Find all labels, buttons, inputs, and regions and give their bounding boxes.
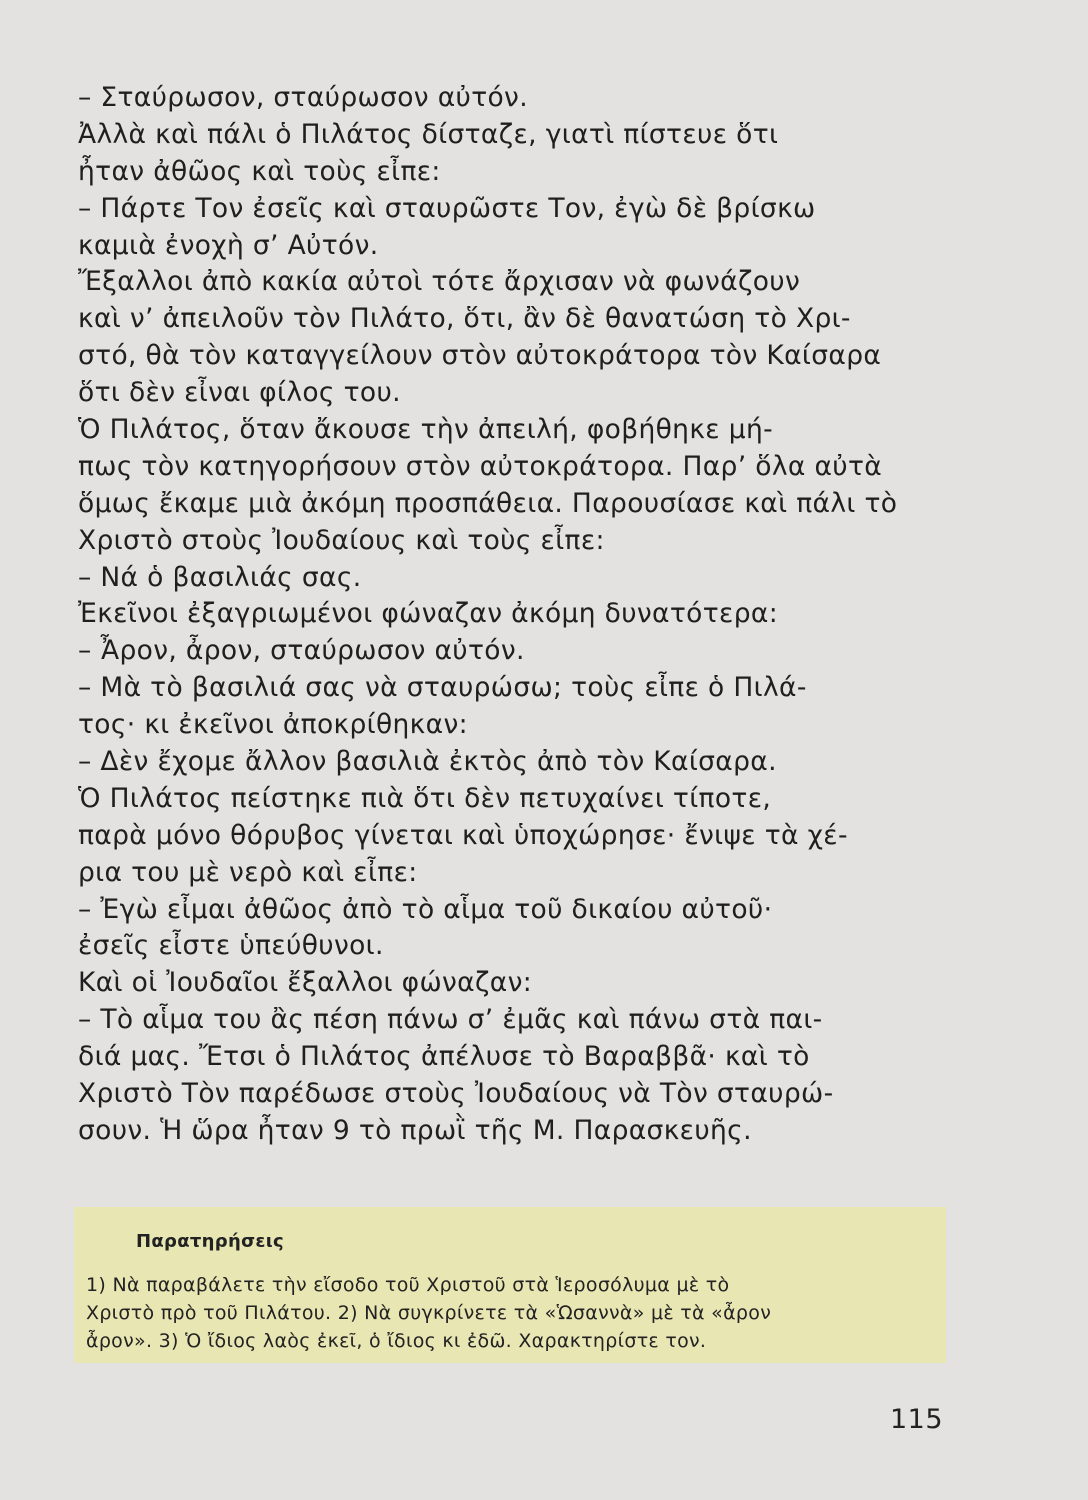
text-line: ὅμως ἔκαμε μιὰ ἀκόμη προσπάθεια. Παρουσίασε καὶ πάλι τὸ [78, 487, 898, 519]
text-line: τος· κι ἐκεῖνοι ἀποκρίθηκαν: [78, 709, 468, 741]
text-line: – Δὲν ἔχομε ἄλλον βασιλιὰ ἐκτὸς ἀπὸ τὸν Καίσαρα. [78, 746, 777, 778]
text-line: καὶ ν’ ἀπειλοῦν τὸν Πιλάτο, ὅτι, ἂν δὲ θανατώση τὸ Χρι- [78, 303, 851, 335]
text-line: Καὶ οἱ Ἰουδαῖοι ἔξαλλοι φώναζαν: [78, 967, 533, 999]
text-line: καμιὰ ἐνοχὴ σ’ Αὐτόν. [78, 229, 379, 261]
text-line: – Ἆρον, ἆρον, σταύρωσον αὐτόν. [78, 635, 525, 667]
notes-title: Παρατηρήσεις [136, 1231, 285, 1252]
text-line: ρια του μὲ νερὸ καὶ εἶπε: [78, 856, 418, 888]
note-line: ἆρον». 3) Ὁ ἴδιος λαὸς ἐκεῖ, ὁ ἴδιος κι ἐδῶ. Χαρακτηρίστε τον. [86, 1330, 707, 1352]
text-line: – Τὸ αἷμα του ἂς πέση πάνω σ’ ἐμᾶς καὶ πάνω στὰ παι- [78, 1004, 823, 1036]
text-line: Ἐκεῖνοι ἐξαγριωμένοι φώναζαν ἀκόμη δυνατότερα: [78, 598, 778, 630]
text-line: Χριστὸ στοὺς Ἰουδαίους καὶ τοὺς εἶπε: [78, 524, 605, 556]
text-line: – Σταύρωσον, σταύρωσον αὐτόν. [78, 82, 528, 113]
notes-text [86, 1271, 946, 1355]
note-line: 1) Νὰ παραβάλετε τὴν εἴσοδο τοῦ Χριστοῦ στὰ Ἱεροσόλυμα μὲ τὸ [86, 1274, 730, 1296]
text-line: πως τὸν κατηγορήσουν στὸν αὐτοκράτορα. Παρ’ ὅλα αὐτὰ [78, 450, 883, 482]
text-line: στό, θὰ τὸν καταγγείλουν στὸν αὐτοκράτορα τὸν Καίσαρα [78, 340, 882, 372]
text-line: – Πάρτε Τον ἐσεῖς καὶ σταυρῶστε Τον, ἐγὼ δὲ βρίσκω [78, 192, 816, 224]
text-line: Ἔξαλλοι ἀπὸ κακία αὐτοὶ τότε ἄρχισαν νὰ φωνάζουν [78, 266, 801, 298]
text-line: Ὁ Πιλάτος πείστηκε πιὰ ὅτι δὲν πετυχαίνει τίποτε, [78, 782, 772, 814]
text-line: – Μὰ τὸ βασιλιά σας νὰ σταυρώσω; τοὺς εἶπε ὁ Πιλά- [78, 672, 807, 704]
text-line: ὅτι δὲν εἶναι φίλος του. [78, 377, 401, 409]
text-line: ἐσεῖς εἶστε ὑπεύθυνοι. [78, 930, 384, 962]
note-line: Χριστὸ πρὸ τοῦ Πιλάτου. 2) Νὰ συγκρίνετε τὰ «Ὡσαννὰ» μὲ τὰ «ἆρον [86, 1302, 772, 1324]
notes-box [74, 1207, 946, 1363]
text-line: σουν. Ἡ ὥρα ἦταν 9 τὸ πρωῒ τῆς Μ. Παρασκευῆς. [78, 1114, 752, 1146]
text-line: διά μας. Ἔτσι ὁ Πιλάτος ἀπέλυσε τὸ Βαραββᾶ· καὶ τὸ [78, 1041, 810, 1073]
text-line: Ὁ Πιλάτος, ὅταν ἄκουσε τὴν ἀπειλή, φοβήθηκε μή- [78, 414, 774, 446]
text-line: ἦταν ἀθῶος καὶ τοὺς εἶπε: [78, 155, 441, 187]
text-line: – Νά ὁ βασιλιάς σας. [78, 561, 362, 593]
text-line: Ἀλλὰ καὶ πάλι ὁ Πιλάτος δίσταζε, γιατὶ πίστευε ὅτι [78, 118, 779, 150]
text-line: παρὰ μόνο θόρυβος γίνεται καὶ ὑποχώρησε· ἔνιψε τὰ χέ- [78, 819, 848, 851]
text-line: Χριστὸ Τὸν παρέδωσε στοὺς Ἰουδαίους νὰ Τὸν σταυρώ- [78, 1078, 834, 1110]
body-text [78, 80, 948, 1150]
page-number: 115 [890, 1404, 944, 1435]
text-line: – Ἐγὼ εἶμαι ἀθῶος ἀπὸ τὸ αἷμα τοῦ δικαίου αὐτοῦ· [78, 893, 773, 925]
